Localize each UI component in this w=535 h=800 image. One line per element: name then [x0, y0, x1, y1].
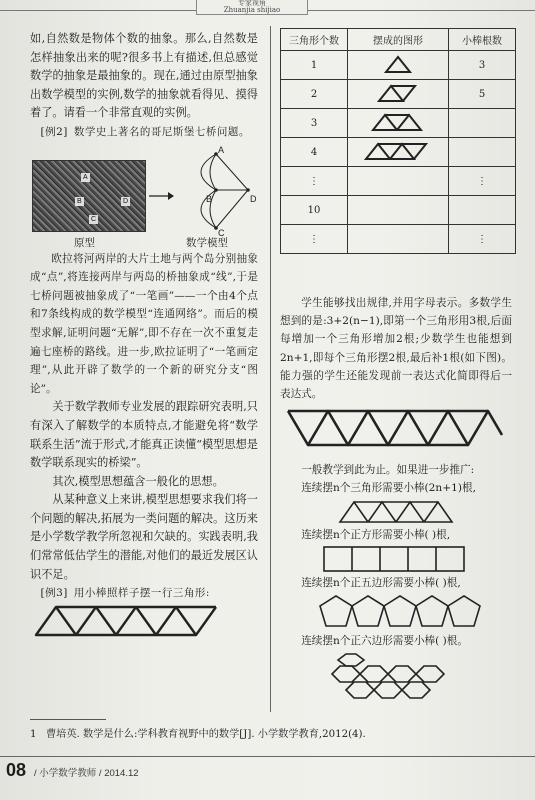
- column-header: 三角形个数: [281, 29, 348, 51]
- table-row: [281, 138, 516, 167]
- left-column: [30, 30, 258, 639]
- right-column: [280, 294, 512, 710]
- header-box: [196, 0, 308, 15]
- graph-edge: [216, 190, 248, 228]
- footnote-number: 1: [30, 729, 37, 740]
- page-number: 08: [6, 760, 27, 780]
- graph-node: [246, 188, 250, 192]
- footnote: [30, 727, 510, 743]
- squares-figure: [280, 544, 512, 574]
- paragraph: 从某种意义上来讲,模型思想要求我们将一个问题的解决,拓展为一类问题的解决。这历来是小学数学教学所忽视和欠缺的。实践表明,我们常常低估学生的潜能,对他们的最近发展区认识不足。: [30, 493, 258, 581]
- rule-hexagons: 连续摆n个正六边形需要小棒( )根。: [301, 635, 468, 648]
- triangle-shape: [363, 141, 433, 161]
- triangle-table: [280, 28, 516, 254]
- shape-cell: [348, 109, 449, 138]
- photo-label: B: [77, 197, 82, 205]
- shape-cell: [348, 196, 449, 225]
- count-cell: 1: [281, 51, 348, 80]
- count-cell: ⋮: [281, 225, 348, 254]
- example-text: 用小棒照样子摆一行三角形:: [73, 587, 210, 600]
- table-row: [281, 196, 516, 225]
- paragraph: 如,自然数是物体个数的抽象。那么,自然数是怎样抽象出来的呢?很多书上有描述,但总感觉数学的抽象是最抽象的。现在,通过由原型抽象出数学模型的实例,数学的抽象就看得见、摸得着了。请看一个非常直观的实例。: [30, 32, 258, 120]
- shape-cell: [348, 167, 449, 196]
- paragraph: 其次,模型思想蕴含一般化的思想。: [52, 474, 224, 488]
- photo-label: A: [83, 173, 88, 181]
- running-header: [0, 0, 535, 16]
- konigsberg-figure: [30, 146, 258, 248]
- paragraph: 一般教学到此为止。如果进一步推广:: [301, 464, 475, 477]
- sticks-cell: ⋮: [449, 167, 516, 196]
- sticks-cell: 5: [449, 80, 516, 109]
- graph-edge: [210, 154, 216, 190]
- rule-squares: 连续摆n个正方形需要小棒( )根,: [301, 528, 451, 541]
- example-text: 数学史上著名的哥尼斯堡七桥问题。: [73, 125, 250, 138]
- node-label: D: [250, 193, 256, 204]
- column-divider: [270, 26, 271, 712]
- triangle-shape: [370, 112, 426, 132]
- count-cell: 10: [281, 196, 348, 225]
- shape-cell: [348, 80, 449, 109]
- node-label: A: [218, 145, 225, 155]
- journal-info: / 小学数学教师 / 2014.12: [34, 768, 139, 779]
- caption-model: 数学模型: [186, 236, 228, 249]
- table-row: [281, 51, 516, 80]
- pentagons-figure: [280, 592, 512, 632]
- rule-triangles: 连续摆n个三角形需要小棒(2n+1)根,: [301, 482, 476, 495]
- count-cell: 2: [281, 80, 348, 109]
- graph-edge: [216, 154, 248, 190]
- example-3-heading: [30, 584, 258, 603]
- shape-cell: [348, 225, 449, 254]
- example-tag: [例2]: [40, 125, 68, 138]
- header-title: 专家视角: [238, 0, 266, 7]
- footer-rule: [0, 756, 535, 757]
- table-row: [281, 80, 516, 109]
- table-row: [281, 167, 516, 196]
- triangle-2n1-figure: [280, 403, 510, 453]
- sticks-cell: [449, 138, 516, 167]
- paragraph: 关于数学教师专业发展的跟踪研究表明,只有深入了解数学的本质特点,才能避免将“数学联系生活”流于形式,才能真正读懂“模型思想是数学联系现实的桥梁”。: [30, 400, 258, 470]
- shape-cell: [348, 138, 449, 167]
- graph-model: [176, 146, 256, 236]
- sticks-cell: 3: [449, 51, 516, 80]
- example-2-heading: [30, 123, 258, 142]
- footnote-text: 曹培英. 数学是什么:学科教育视野中的数学[J]. 小学数学教育,2012(4).: [46, 729, 366, 740]
- example-tag: [例3]: [40, 587, 68, 600]
- table-header-row: [281, 29, 516, 51]
- arrow-icon: [148, 190, 174, 202]
- count-cell: 3: [281, 109, 348, 138]
- graph-edge: [201, 154, 216, 190]
- paragraph: 学生能够找出规律,并用字母表示。多数学生想到的是:3+2(n−1),即第一个三角形用3根,后面每增加一个三角形增加2根;少数学生也能想到2n+1,即每个三角形摆2根,最后补1根(如下图)。能力强的学生还能发现前一表达式化简即得后一表达式。: [280, 297, 512, 401]
- shape-cell: [348, 51, 449, 80]
- photo-label: D: [123, 197, 129, 205]
- rule-pentagons: 连续摆n个正五边形需要小棒( )根,: [301, 576, 461, 589]
- table-row: [281, 109, 516, 138]
- node-label: C: [218, 227, 225, 236]
- sticks-cell: ⋮: [449, 225, 516, 254]
- node-label: B: [206, 193, 213, 204]
- sticks-cell: [449, 196, 516, 225]
- header-subtitle: Zhuanjia shijiao: [223, 6, 281, 14]
- photo-label: C: [91, 215, 97, 223]
- triangle-row-figure: [30, 603, 226, 639]
- caption-prototype: 原型: [74, 236, 95, 249]
- graph-node: [214, 188, 218, 192]
- hexagons-figure: [280, 650, 512, 710]
- sticks-cell: [449, 109, 516, 138]
- konigsberg-photo: [32, 160, 146, 232]
- column-header: 小棒根数: [449, 29, 516, 51]
- count-cell: 4: [281, 138, 348, 167]
- paragraph: 欧拉将河两岸的大片土地与两个岛分别抽象成“点”,将连接两岸与两岛的桥抽象成“线”,于是七桥问题被抽象成了“一笔画”——一个由4个点和7条线构成的数学模型“连通网络”。而后的模型求解,证明问题“无解”,即不存在一次不重复走遍七座桥的路线。进一步,欧拉证明了“一笔画定理”,从此开辟了数学的一个新的研究分支“图论”。: [30, 252, 258, 395]
- triangle-shape: [376, 83, 420, 103]
- triangle-shape: [383, 54, 413, 74]
- count-cell: ⋮: [281, 167, 348, 196]
- table-row: [281, 225, 516, 254]
- triangles-figure: [280, 498, 512, 526]
- footnote-rule: [30, 719, 106, 720]
- column-header: 摆成的图形: [348, 29, 449, 51]
